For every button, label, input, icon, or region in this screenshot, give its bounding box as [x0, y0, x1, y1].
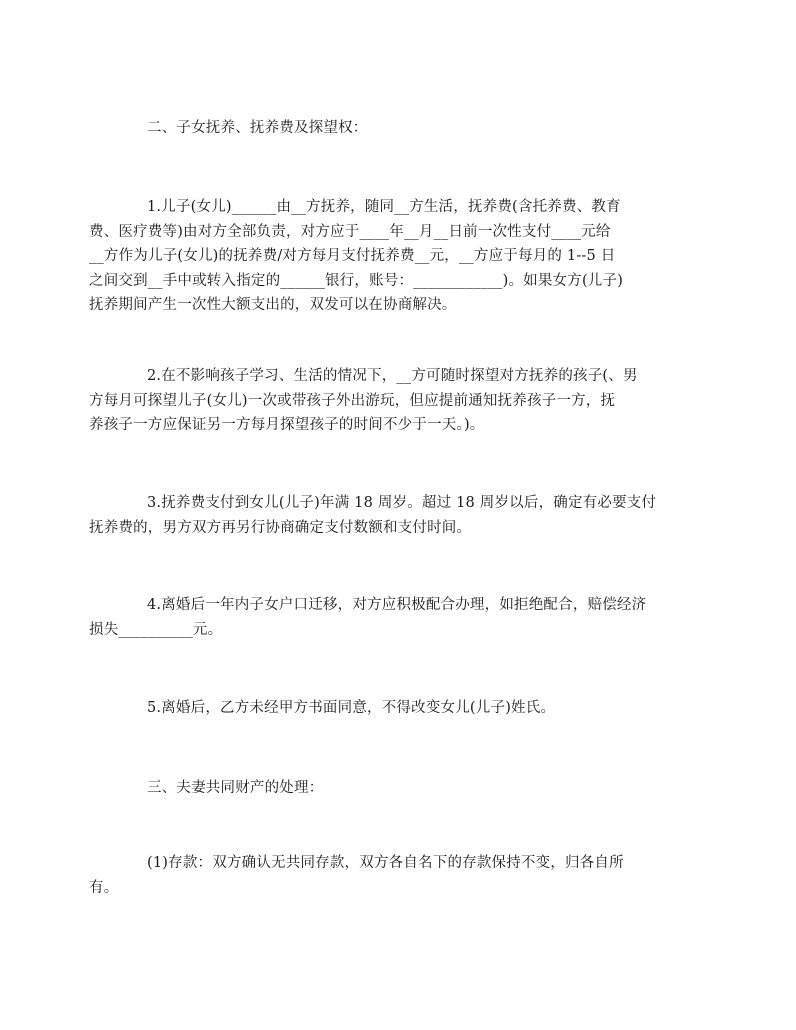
section-3-heading-text: 三、夫妻共同财产的处理：: [147, 780, 324, 796]
section-2-heading: [118, 116, 686, 141]
property-1-paragraph: [89, 851, 686, 900]
item-4-line-2: 损失__________元。: [89, 621, 223, 638]
item-3-line-1: 3.抚养费支付到女儿(儿子)年满 18 周岁。超过 18 周岁以后，确定有必要支付: [147, 495, 657, 511]
item-2-line-1: 2.在不影响孩子学习、生活的情况下，__方可随时探望对方抚养的孩子(、男: [147, 368, 638, 384]
item-2-paragraph: [89, 364, 686, 438]
section-2-heading-text: 二、子女抚养、抚养费及探望权：: [147, 120, 368, 136]
property-1-line-1: (1)存款：双方确认无共同存款，双方各自名下的存款保持不变，归各自所: [147, 855, 624, 871]
property-1-line-2: 有。: [89, 879, 119, 896]
item-3-paragraph: [89, 491, 686, 540]
item-1-line-3: __方作为儿子(女儿)的抚养费/对方每月支付抚养费__元，__方应于每月的 1--5 日: [89, 248, 616, 264]
item-2-line-2: 方每月可探望儿子(女儿)一次或带孩子外出游玩，但应提前通知抚养孩子一方，抚: [89, 392, 616, 409]
item-3-line-2: 抚养费的，男方双方再另行协商确定支付数额和支付时间。: [89, 519, 472, 536]
item-5-paragraph: [118, 696, 686, 721]
item-1-line-5: 抚养期间产生一次性大额支出的，双发可以在协商解决。: [89, 297, 457, 313]
section-3-heading: [118, 776, 686, 801]
item-1-line-2: 费、医疗费等)由对方全部负责，对方应于____年__月__日前一次性支付____元给: [89, 223, 611, 240]
item-1-line-4: 之间交到__手中或转入指定的______银行，账号：____________)。如果女方(儿子): [89, 272, 624, 289]
item-1-paragraph: [89, 195, 686, 318]
item-1-line-1: 1.儿子(女儿)______由__方抚养，随同__方生活，抚养费(含托养费、教育: [147, 199, 621, 215]
item-2-line-3: 养孩子一方应保证另一方每月探望孩子的时间不少于一天。)。: [89, 417, 485, 433]
item-4-paragraph: [89, 593, 686, 642]
item-5-line-1: 5.离婚后，乙方未经甲方书面同意，不得改变女儿(儿子)姓氏。: [147, 700, 556, 716]
item-4-line-1: 4.离婚后一年内子女户口迁移，对方应积极配合办理，如拒绝配合，赔偿经济: [147, 597, 647, 613]
